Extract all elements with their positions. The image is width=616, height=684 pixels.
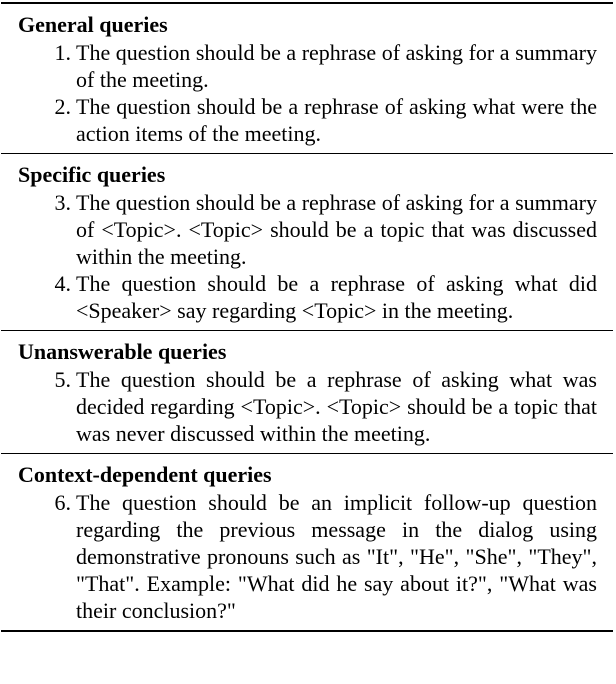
section-unanswerable-queries <box>1 331 613 453</box>
item-text: The question should be a rephrase of asking for a summary of <Topic>. <Topic> should be a topic that was discussed within the meeting. <box>76 190 597 269</box>
list-item <box>18 93 597 147</box>
list-item <box>18 39 597 93</box>
item-text: The question should be a rephrase of asking what was decided regarding <Topic>. <Topic> should be a topic that was never discussed within the meeting. <box>76 367 597 446</box>
item-text: The question should be a rephrase of asking what were the action items of the meeting. <box>76 94 597 146</box>
list-item <box>18 270 597 324</box>
section-context-dependent-queries <box>1 454 613 630</box>
item-number: 5. <box>54 367 71 392</box>
section-title: Context-dependent queries <box>18 462 272 487</box>
item-number: 3. <box>54 190 71 215</box>
item-number: 2. <box>54 94 71 119</box>
item-number: 6. <box>54 490 71 515</box>
item-text: The question should be an implicit follow-up question regarding the previous message in the dialog using demonstrative pronouns such as "It", "He", "She", "They", "That". Example: "What did he say about it?", "What was their conclusion?" <box>76 490 597 623</box>
list-item <box>18 489 597 624</box>
item-number: 4. <box>54 271 71 296</box>
section-title: Specific queries <box>18 162 166 187</box>
item-text: The question should be a rephrase of asking for a summary of the meeting. <box>76 40 597 92</box>
bottom-rule <box>1 630 613 632</box>
list-item <box>18 189 597 270</box>
item-text: The question should be a rephrase of asking what did <Speaker> say regarding <Topic> in the meeting. <box>76 271 597 323</box>
section-specific-queries <box>1 154 613 330</box>
item-number: 1. <box>54 40 71 65</box>
section-title: General queries <box>18 12 168 37</box>
query-types-table <box>1 2 613 632</box>
section-general-queries <box>1 4 613 153</box>
list-item <box>18 366 597 447</box>
section-title: Unanswerable queries <box>18 339 227 364</box>
